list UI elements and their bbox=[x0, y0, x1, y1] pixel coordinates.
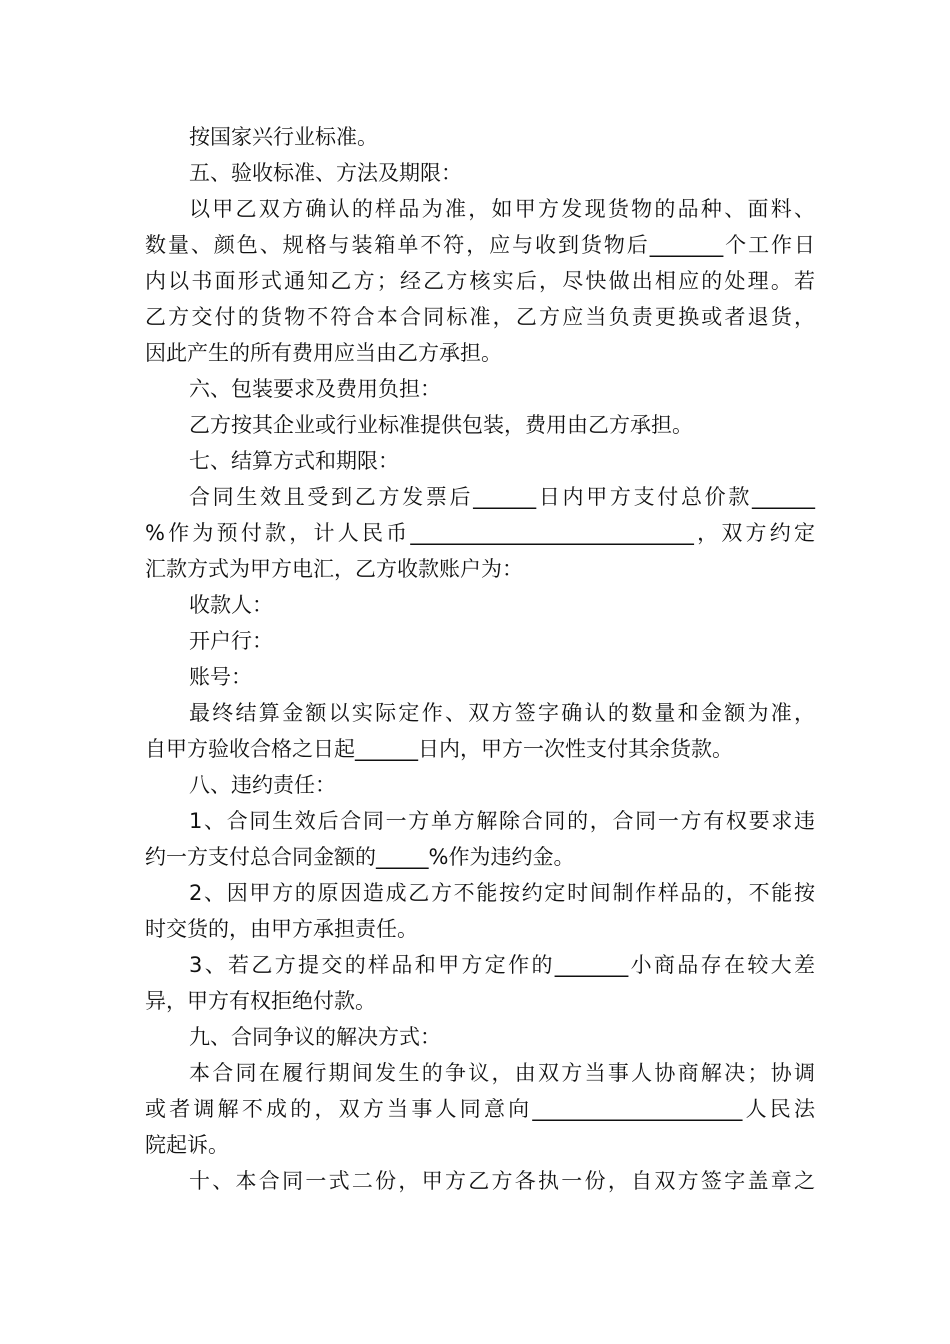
text-line: 内以书面形式通知乙方；经乙方核实后，尽快做出相应的处理。若 bbox=[145, 269, 815, 293]
text-line: 因此产生的所有费用应当由乙方承担。 bbox=[145, 341, 502, 365]
text-line: 乙方交付的货物不符合本合同标准，乙方应当负责更换或者退货， bbox=[145, 305, 815, 329]
text-line: 最终结算金额以实际定作、双方签字确认的数量和金额为准， bbox=[189, 701, 815, 725]
text-line: 院起诉。 bbox=[145, 1133, 229, 1157]
text-line: 以甲乙双方确认的样品为准，如甲方发现货物的品种、面料、 bbox=[189, 197, 815, 221]
text-line: 3、若乙方提交的样品和甲方定作的_______小商品存在较大差 bbox=[189, 953, 815, 977]
text-line: %作为预付款，计人民币___________________________，双方约定 bbox=[145, 521, 815, 545]
text-line: 本合同在履行期间发生的争议，由双方当事人协商解决；协调 bbox=[189, 1061, 815, 1085]
section-heading: 九、合同争议的解决方式： bbox=[189, 1025, 441, 1049]
text-line: 约一方支付总合同金额的_____%作为违约金。 bbox=[145, 845, 575, 869]
text-line: 汇款方式为甲方电汇，乙方收款账户为： bbox=[145, 557, 523, 581]
section-heading: 六、包装要求及费用负担： bbox=[189, 377, 441, 401]
text-line: 或者调解不成的，双方当事人同意向____________________人民法 bbox=[145, 1097, 815, 1121]
account-label: 账号： bbox=[189, 665, 252, 689]
text-line: 合同生效且受到乙方发票后______日内甲方支付总价款______ bbox=[189, 485, 815, 509]
text-line: 乙方按其企业或行业标准提供包装，费用由乙方承担。 bbox=[189, 413, 693, 437]
section-heading: 十、本合同一式二份，甲方乙方各执一份，自双方签字盖章之 bbox=[189, 1169, 815, 1193]
section-heading: 七、结算方式和期限： bbox=[189, 449, 399, 473]
text-line: 2、因甲方的原因造成乙方不能按约定时间制作样品的，不能按 bbox=[189, 881, 815, 905]
text-line: 异，甲方有权拒绝付款。 bbox=[145, 989, 376, 1013]
text-line: 1、合同生效后合同一方单方解除合同的，合同一方有权要求违 bbox=[189, 809, 815, 833]
section-heading: 五、验收标准、方法及期限： bbox=[189, 161, 462, 185]
text-line: 按国家兴行业标准。 bbox=[189, 125, 378, 149]
payee-label: 收款人： bbox=[189, 593, 273, 617]
text-line: 数量、颜色、规格与装箱单不符，应与收到货物后_______个工作日 bbox=[145, 233, 815, 257]
text-line: 时交货的，由甲方承担责任。 bbox=[145, 917, 418, 941]
text-line: 自甲方验收合格之日起______日内，甲方一次性支付其余货款。 bbox=[145, 737, 733, 761]
section-heading: 八、违约责任： bbox=[189, 773, 336, 797]
bank-label: 开户行： bbox=[189, 629, 273, 653]
